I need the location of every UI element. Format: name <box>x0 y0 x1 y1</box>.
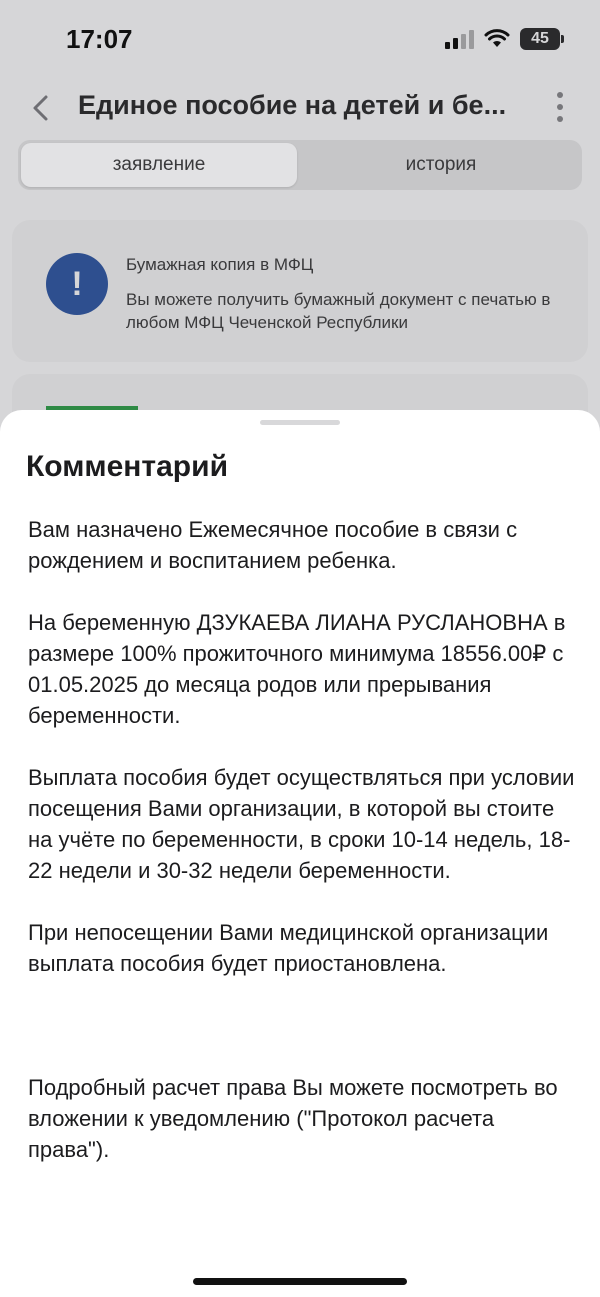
sheet-title: Комментарий <box>26 450 229 483</box>
comment-paragraph: Подробный расчет права Вы можете посмотреть во вложении к уведомлению ("Протокол расчета права"). <box>28 1075 558 1162</box>
tab-switcher <box>18 140 582 190</box>
sheet-body <box>28 514 576 1165</box>
comment-paragraph: Выплата пособия будет осуществляться при условии посещения Вами организации, в которой вы стоите на учёте по беременности, в сроки 10-14 недель, 18-22 недели и 30-32 недели беременности. <box>28 765 575 883</box>
battery-icon: 45 <box>520 28 560 50</box>
info-card-title: Бумажная копия в МФЦ <box>126 255 314 274</box>
back-button[interactable] <box>28 92 56 124</box>
info-card <box>12 220 588 362</box>
sheet-grabber[interactable] <box>260 420 340 425</box>
comment-paragraph: На беременную ДЗУКАЕВА ЛИАНА РУСЛАНОВНА в размере 100% прожиточного минимума 18556.00₽ с 01.05.2025 до месяца родов или прерывания беременности. <box>28 610 566 728</box>
page-title: Единое пособие на детей и бе... <box>78 90 507 120</box>
exclamation-icon: ! <box>46 253 108 315</box>
comment-sheet <box>0 410 600 1297</box>
tab-application[interactable]: заявление <box>21 143 297 187</box>
signal-icon <box>445 29 474 49</box>
comment-paragraph: При непосещении Вами медицинской организации выплата пособия будет приостановлена. <box>28 920 549 976</box>
home-indicator[interactable] <box>193 1278 407 1285</box>
wifi-icon <box>484 29 510 49</box>
status-time: 17:07 <box>66 24 133 54</box>
info-card-text: Вы можете получить бумажный документ с печатью в любом МФЦ Чеченской Республики <box>126 290 551 332</box>
status-bar <box>0 0 600 80</box>
chevron-left-icon <box>28 92 56 124</box>
comment-paragraph: Вам назначено Ежемесячное пособие в связи с рождением и воспитанием ребенка. <box>28 517 518 573</box>
more-vertical-icon <box>557 92 563 98</box>
status-icons <box>445 28 560 50</box>
tab-history[interactable]: история <box>405 154 477 175</box>
more-button[interactable] <box>554 92 566 122</box>
nav-header <box>0 80 600 136</box>
